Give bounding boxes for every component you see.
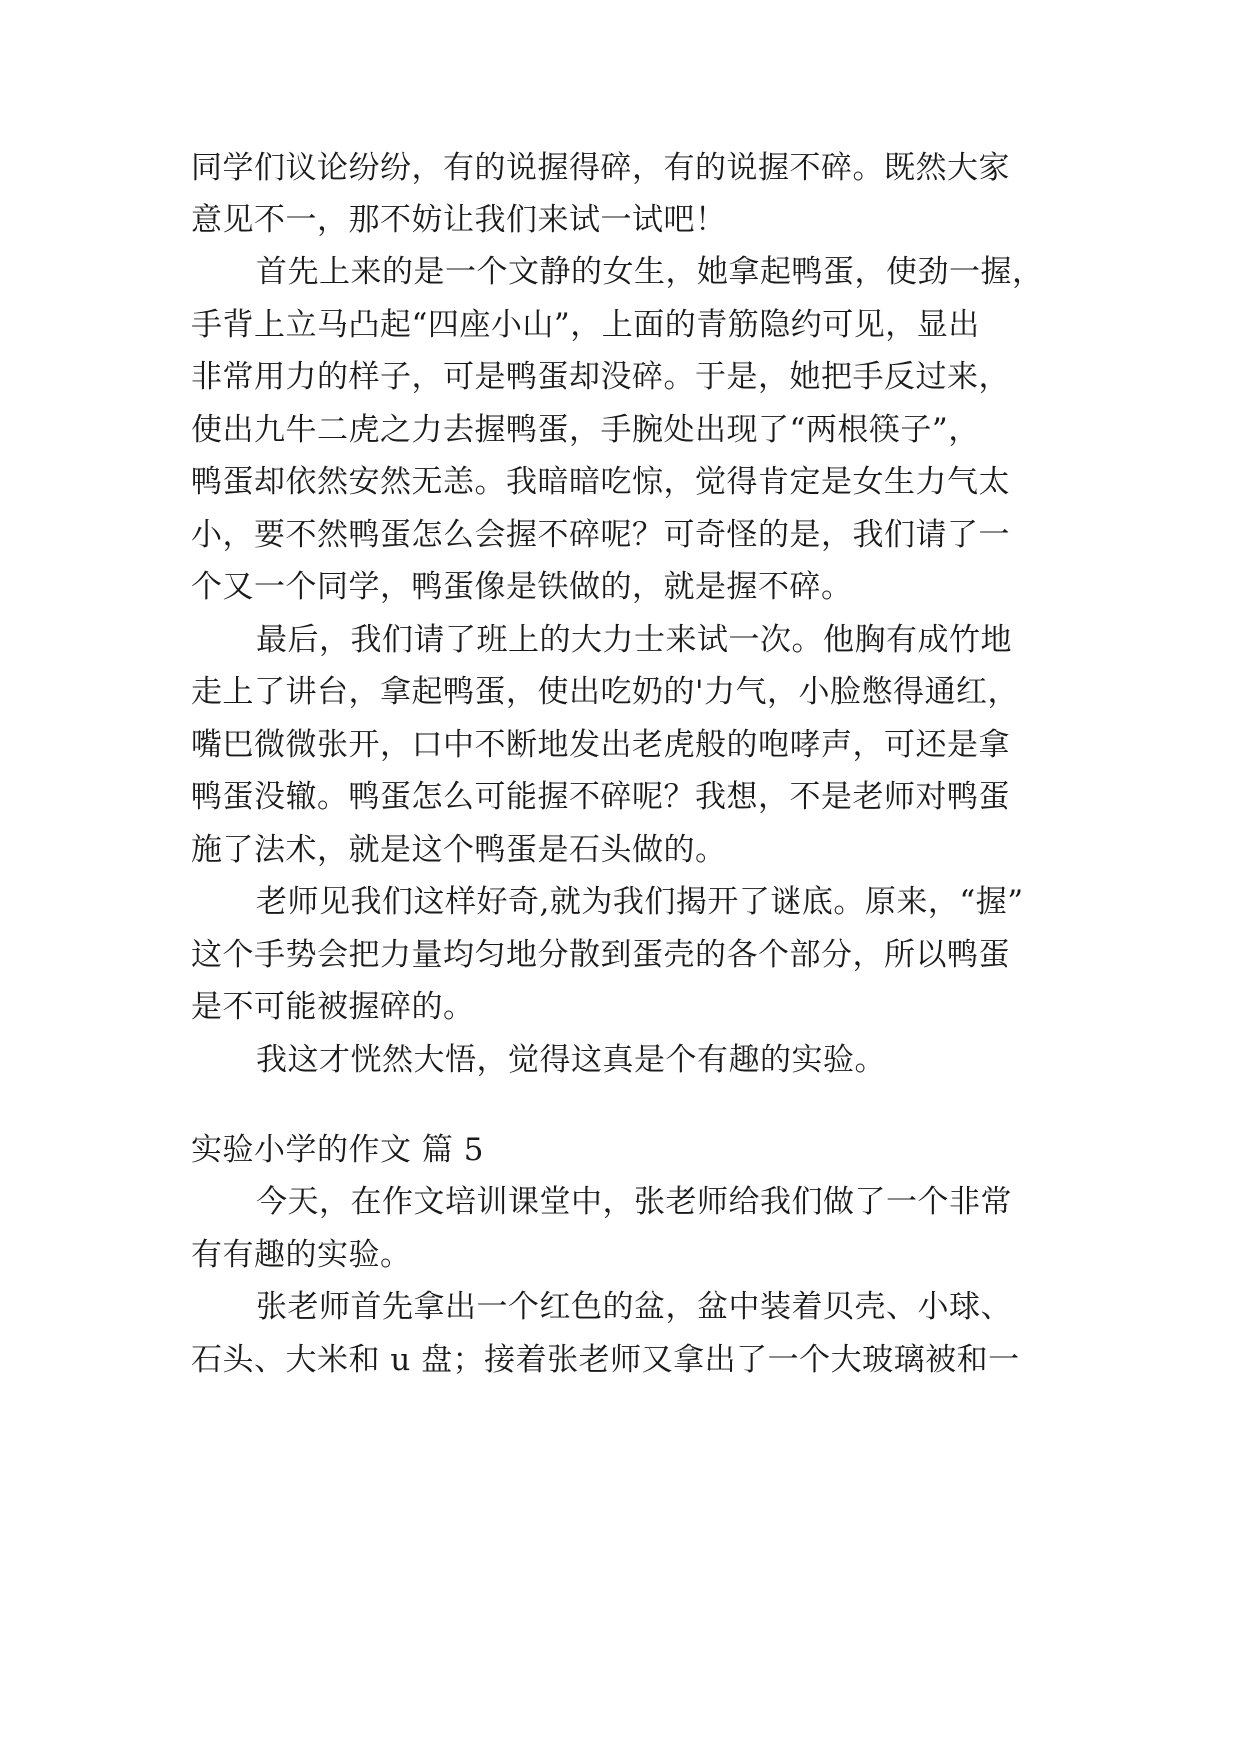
- body-text-line: 有有趣的实验。: [191, 1237, 412, 1273]
- body-text-line: 是不可能被握碎的。: [191, 989, 475, 1025]
- body-text-line: 我这才恍然大悟，觉得这真是个有趣的实验。: [256, 1042, 886, 1078]
- body-text-line: 石头、大米和 u 盘；接着张老师又拿出了一个大玻璃被和一: [191, 1342, 1020, 1378]
- body-text-line: 手背上立马凸起“四座小山”，上面的青筋隐约可见，显出: [191, 307, 980, 343]
- body-text-line: 鸭蛋却依然安然无恙。我暗暗吃惊，觉得肯定是女生力气太: [191, 464, 1010, 500]
- body-text-line: 张老师首先拿出一个红色的盆，盆中装着贝壳、小球、: [256, 1289, 1012, 1325]
- body-text-line: 这个手势会把力量均匀地分散到蛋壳的各个部分，所以鸭蛋: [191, 937, 1010, 973]
- body-text-line: 首先上来的是一个文静的女生，她拿起鸭蛋，使劲一握，: [256, 254, 1044, 290]
- body-text-line: 小，要不然鸭蛋怎么会握不碎呢？可奇怪的是，我们请了一: [191, 517, 1010, 553]
- body-text-line: 今天，在作文培训课堂中，张老师给我们做了一个非常: [256, 1184, 1012, 1220]
- section-heading: 实验小学的作文 篇 5: [191, 1132, 484, 1168]
- body-text-line: 走上了讲台，拿起鸭蛋，使出吃奶的'力气，小脸憋得通红，: [191, 674, 1020, 710]
- body-text-line: 施了法术，就是这个鸭蛋是石头做的。: [191, 832, 727, 868]
- body-text-line: 同学们议论纷纷，有的说握得碎，有的说握不碎。既然大家: [191, 150, 1010, 186]
- body-text-line: 嘴巴微微张开，口中不断地发出老虎般的咆哮声，可还是拿: [191, 727, 1010, 763]
- body-text-line: 鸭蛋没辙。鸭蛋怎么可能握不碎呢？我想，不是老师对鸭蛋: [191, 779, 1010, 815]
- body-text-line: 最后，我们请了班上的大力士来试一次。他胸有成竹地: [256, 622, 1012, 658]
- body-text-line: 意见不一，那不妨让我们来试一试吧！: [191, 202, 727, 238]
- body-text-line: 个又一个同学，鸭蛋像是铁做的，就是握不碎。: [191, 569, 853, 605]
- body-text-line: 老师见我们这样好奇,就为我们揭开了谜底。原来，“握”: [256, 884, 1024, 920]
- body-text-line: 非常用力的样子，可是鸭蛋却没碎。于是，她把手反过来，: [191, 359, 1010, 395]
- body-text-line: 使出九牛二虎之力去握鸭蛋，手腕处出现了“两根筷子”，: [191, 412, 980, 448]
